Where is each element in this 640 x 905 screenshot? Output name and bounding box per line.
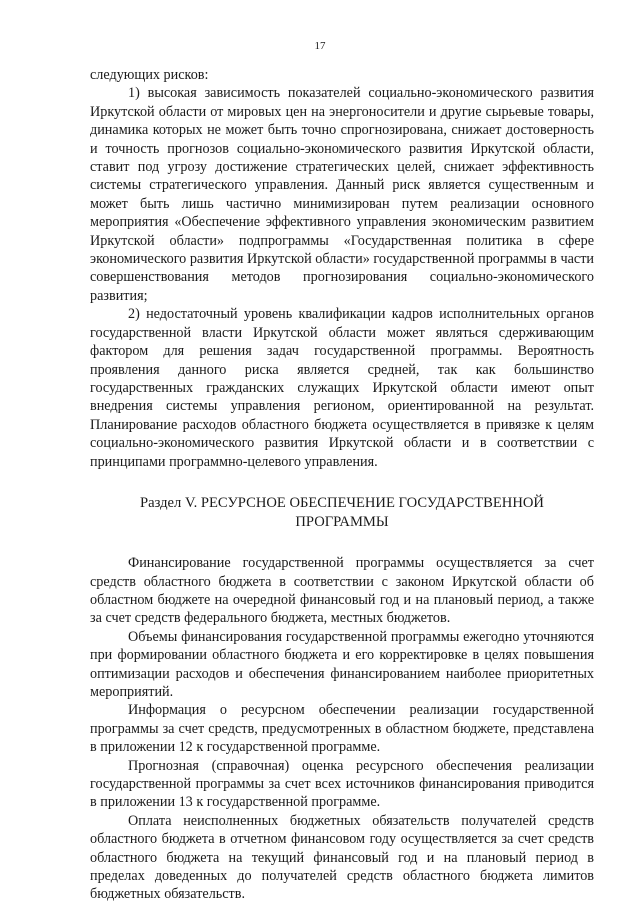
paragraph-volumes: Объемы финансирования государственной программы ежегодно уточняются при формировании областного бюджета и его корректировке в целях повышения оптимизации расходов и обеспечения финансированием наиболее приоритетных мероприятий. bbox=[90, 628, 594, 700]
page-number: 17 bbox=[314, 40, 326, 52]
paragraph-risk-2: 2) недостаточный уровень квалификации кадров исполнительных органов государственной власти Иркутской области может являться сдерживающим фактором для решения задач государственной программы. Вероятность проявления данного риска является средней, так как большинство государственных гражданских служащих Иркутской области имеют опыт внедрения системы управления регионом, ориентированной на результат. Планирование расходов областного бюджета осуществляется в привязке к целям социально-экономического развития Иркутской области и в соответствии с принципами программно-целевого управления. bbox=[90, 306, 594, 470]
paragraph-intro: следующих рисков: bbox=[90, 67, 209, 83]
paragraph-appendix-13: Прогнозная (справочная) оценка ресурсного обеспечения реализации государственной программы за счет всех источников финансирования приводится в приложении 13 к государственной программе. bbox=[90, 757, 594, 811]
paragraph-risk-1: 1) высокая зависимость показателей социально-экономического развития Иркутской области от мировых цен на энергоносители и другие сырьевые товары, динамика которых не может быть точно спрогнозирована, снижает достоверность и точность прогнозов социально-экономического развития Иркутской области, ставит под угрозу достижение стратегических целей, снижает эффективность системы стратегического управления. Данный риск является существенным и может быть лишь частично минимизирован путем реализации основного мероприятия «Обеспечение эффективного управления экономическим развитием Иркутской области» подпрограммы «Государственная политика в сфере экономического развития Иркутской области» государственной программы в части совершенствования методов прогнозирования социально-экономического развития; bbox=[90, 85, 594, 304]
document-body bbox=[90, 66, 594, 904]
paragraph-payment: Оплата неисполненных бюджетных обязательств получателей средств областного бюджета в отчетном финансовом году осуществляется за счет средств областного бюджета на текущий финансовый год и на плановый период в пределах доведенных до получателей средств областного бюджета лимитов бюджетных обязательств. bbox=[90, 812, 594, 903]
paragraph-financing: Финансирование государственной программы осуществляется за счет средств областного бюджета в соответствии с законом Иркутской области об областном бюджете на очередной финансовый год и на плановый период, а также за счет средств федерального бюджета, местных бюджетов. bbox=[90, 555, 594, 627]
paragraph-appendix-12: Информация о ресурсном обеспечении реализации государственной программы за счет средств, предусмотренных в областном бюджете, представлена в приложении 12 к государственной программе. bbox=[90, 702, 594, 756]
section-heading: Раздел V. РЕСУРСНОЕ ОБЕСПЕЧЕНИЕ ГОСУДАРСТВЕННОЙ ПРОГРАММЫ bbox=[140, 494, 544, 530]
